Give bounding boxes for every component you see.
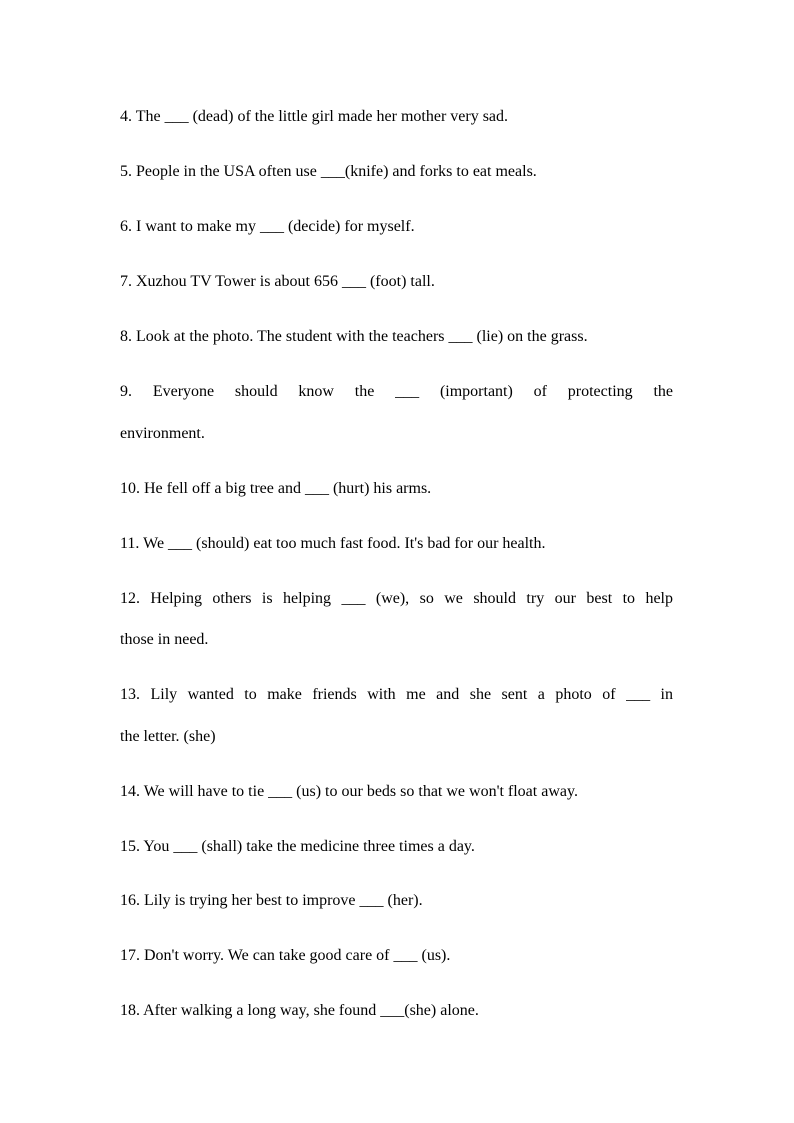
question-12-line-1: 12. Helping others is helping ___ (we), so we should try our best to help [120,590,673,607]
question-5: 5. People in the USA often use ___(knife) and forks to eat meals. [120,163,537,180]
question-9-line-2: environment. [120,425,205,442]
question-4: 4. The ___ (dead) of the little girl made her mother very sad. [120,108,509,125]
question-7: 7. Xuzhou TV Tower is about 656 ___ (foot) tall. [120,273,435,290]
question-18: 18. After walking a long way, she found ___(she) alone. [120,1002,479,1019]
question-17: 17. Don't worry. We can take good care of ___ (us). [120,947,451,964]
question-10: 10. He fell off a big tree and ___ (hurt) his arms. [120,480,432,497]
question-9-line-1: 9. Everyone should know the ___ (important) of protecting the [120,383,673,400]
question-13-line-2: the letter. (she) [120,728,216,745]
question-14: 14. We will have to tie ___ (us) to our beds so that we won't float away. [120,783,578,800]
question-12-line-2: those in need. [120,631,209,648]
question-16: 16. Lily is trying her best to improve ___ (her). [120,892,423,909]
question-11: 11. We ___ (should) eat too much fast food. It's bad for our health. [120,535,546,552]
question-8: 8. Look at the photo. The student with the teachers ___ (lie) on the grass. [120,328,588,345]
question-6: 6. I want to make my ___ (decide) for myself. [120,218,415,235]
question-15: 15. You ___ (shall) take the medicine three times a day. [120,838,475,855]
question-13-line-1: 13. Lily wanted to make friends with me and she sent a photo of ___ in [120,686,673,703]
